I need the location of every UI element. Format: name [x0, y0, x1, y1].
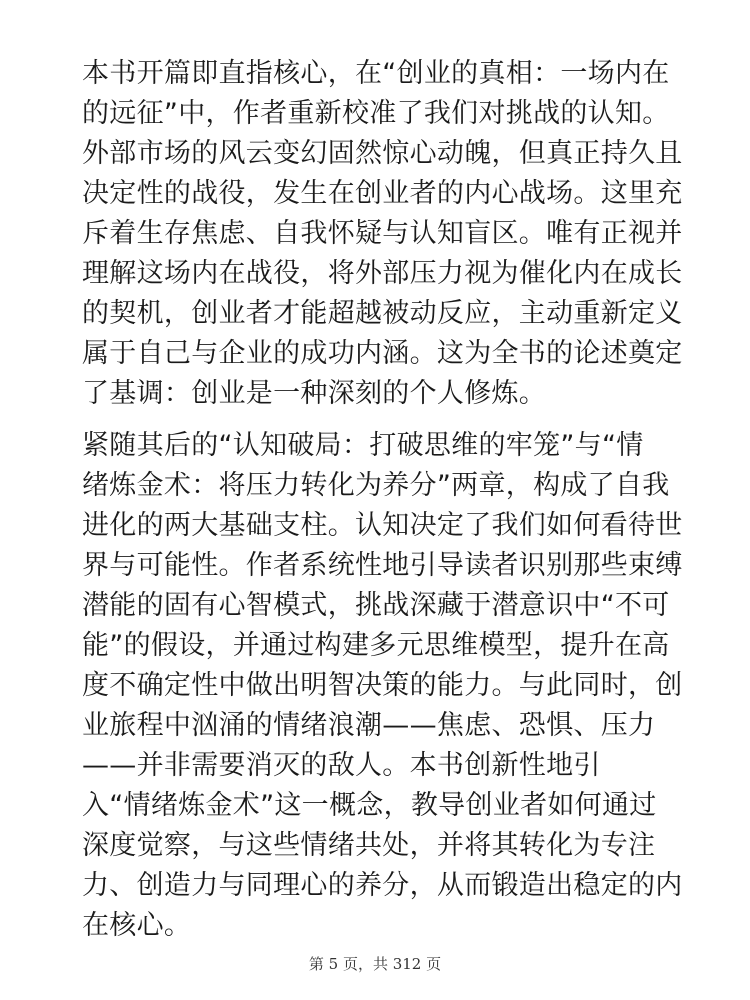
text-line: 入“情绪炼金术”这一概念，教导创业者如何通过 — [82, 790, 657, 821]
text-line: 本书开篇即直指核心，在“创业的真相：一场内在 — [82, 58, 670, 89]
text-line: 在核心。 — [82, 910, 192, 941]
text-line: 属于自己与企业的成功内涵。这为全书的论述奠定 — [82, 338, 683, 369]
text-line: 界与可能性。作者系统性地引导读者识别那些束缚 — [82, 550, 683, 581]
paragraph-1 — [82, 54, 682, 414]
text-line: 外部市场的风云变幻固然惊心动魄，但真正持久且 — [82, 138, 683, 169]
text-line: 深度觉察，与这些情绪共处，并将其转化为专注 — [82, 830, 656, 861]
text-line: 绪炼金术：将压力转化为养分”两章，构成了自我 — [82, 470, 670, 501]
text-line: 业旅程中汹涌的情绪浪潮——焦虑、恐惧、压力 — [82, 710, 656, 741]
text-line: 决定性的战役，发生在创业者的内心战场。这里充 — [82, 178, 683, 209]
text-line: ——并非需要消灭的敌人。本书创新性地引 — [82, 750, 601, 781]
text-line: 潜能的固有心智模式，挑战深藏于潜意识中“不可 — [82, 590, 670, 621]
text-line: 了基调：创业是一种深刻的个人修炼。 — [82, 378, 547, 409]
text-line: 力、创造力与同理心的养分，从而锻造出稳定的内 — [82, 870, 683, 901]
paragraph-2 — [82, 426, 682, 946]
text-line: 进化的两大基础支柱。认知决定了我们如何看待世 — [82, 510, 683, 541]
text-line: 紧随其后的“认知破局：打破思维的牢笼”与“情 — [82, 430, 644, 461]
page-number: 第 5 页，共 312 页 — [308, 955, 442, 973]
text-line: 能”的假设，并通过构建多元思维模型，提升在高 — [82, 630, 670, 661]
text-line: 的契机，创业者才能超越被动反应，主动重新定义 — [82, 298, 683, 329]
text-line: 斥着生存焦虑、自我怀疑与认知盲区。唯有正视并 — [82, 218, 683, 249]
text-line: 理解这场内在战役，将外部压力视为催化内在成长 — [82, 258, 683, 289]
text-line: 度不确定性中做出明智决策的能力。与此同时，创 — [82, 670, 683, 701]
body-text — [82, 54, 682, 958]
text-line: 的远征”中，作者重新校准了我们对挑战的认知。 — [82, 98, 670, 129]
